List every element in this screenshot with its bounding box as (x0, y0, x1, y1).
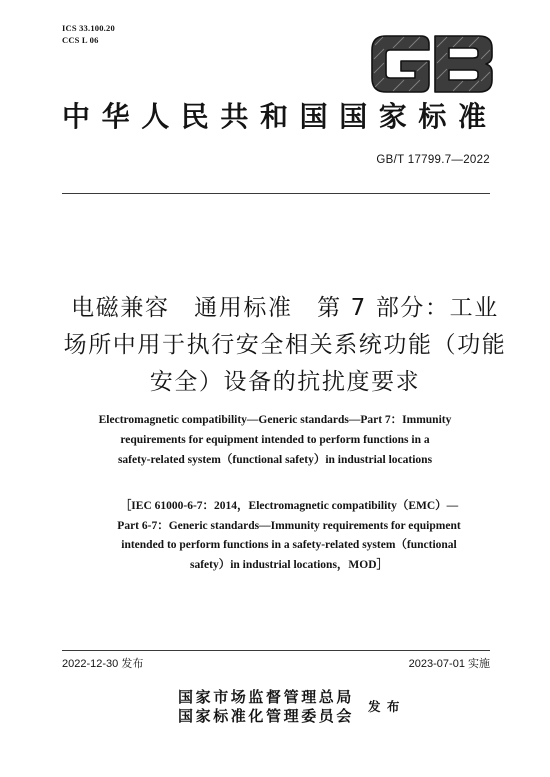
issuer-name: 国家市场监督管理总局 (178, 688, 355, 706)
chinese-title-line: 场所中用于执行安全相关系统功能（功能 (63, 332, 507, 358)
ccs-code: CCS L 06 (62, 35, 99, 45)
english-title-line: safety-related system（functional safety）in industrial locations (117, 454, 433, 466)
adoption-note (28, 497, 550, 575)
adoption-note-line: Part 6-7：Generic standards—Immunity requirements for equipment (117, 519, 461, 532)
chinese-title-line: 电磁兼容 通用标准 第 7 部分：工业 (71, 295, 499, 321)
implement-date: 2023-07-01 实施 (408, 658, 490, 670)
english-title-line: Electromagnetic compatibility—Generic standards—Part 7：Immunity (98, 414, 452, 426)
bottom-divider (62, 650, 490, 651)
ics-code: ICS 33.100.20 (62, 23, 115, 33)
gb-logo (371, 35, 493, 93)
adoption-note-line: intended to perform functions in a safety-related system（functional (121, 539, 457, 551)
standard-number: GB/T 17799.7—2022 (376, 154, 490, 166)
english-title (0, 410, 550, 470)
adoption-note-line: safety）in industrial locations，MOD］ (189, 558, 389, 571)
issue-action-label: 发 布 (368, 699, 401, 714)
publish-date: 2022-12-30 发布 (62, 658, 144, 670)
chinese-title-line: 安全）设备的抗扰度要求 (149, 369, 421, 395)
english-title-line: requirements for equipment intended to perform functions in a (120, 434, 430, 446)
issuer-name: 国家标准化管理委员会 (178, 707, 355, 725)
chinese-title (40, 290, 530, 401)
adoption-note-line: ［IEC 61000-6-7：2014，Electromagnetic compatibility（EMC）— (119, 500, 459, 512)
gb-logo-letter-b (435, 36, 492, 92)
standard-type-heading: 中华人民共和国国家标准 (62, 100, 498, 133)
top-divider (62, 193, 490, 194)
issuing-authorities (178, 688, 354, 726)
